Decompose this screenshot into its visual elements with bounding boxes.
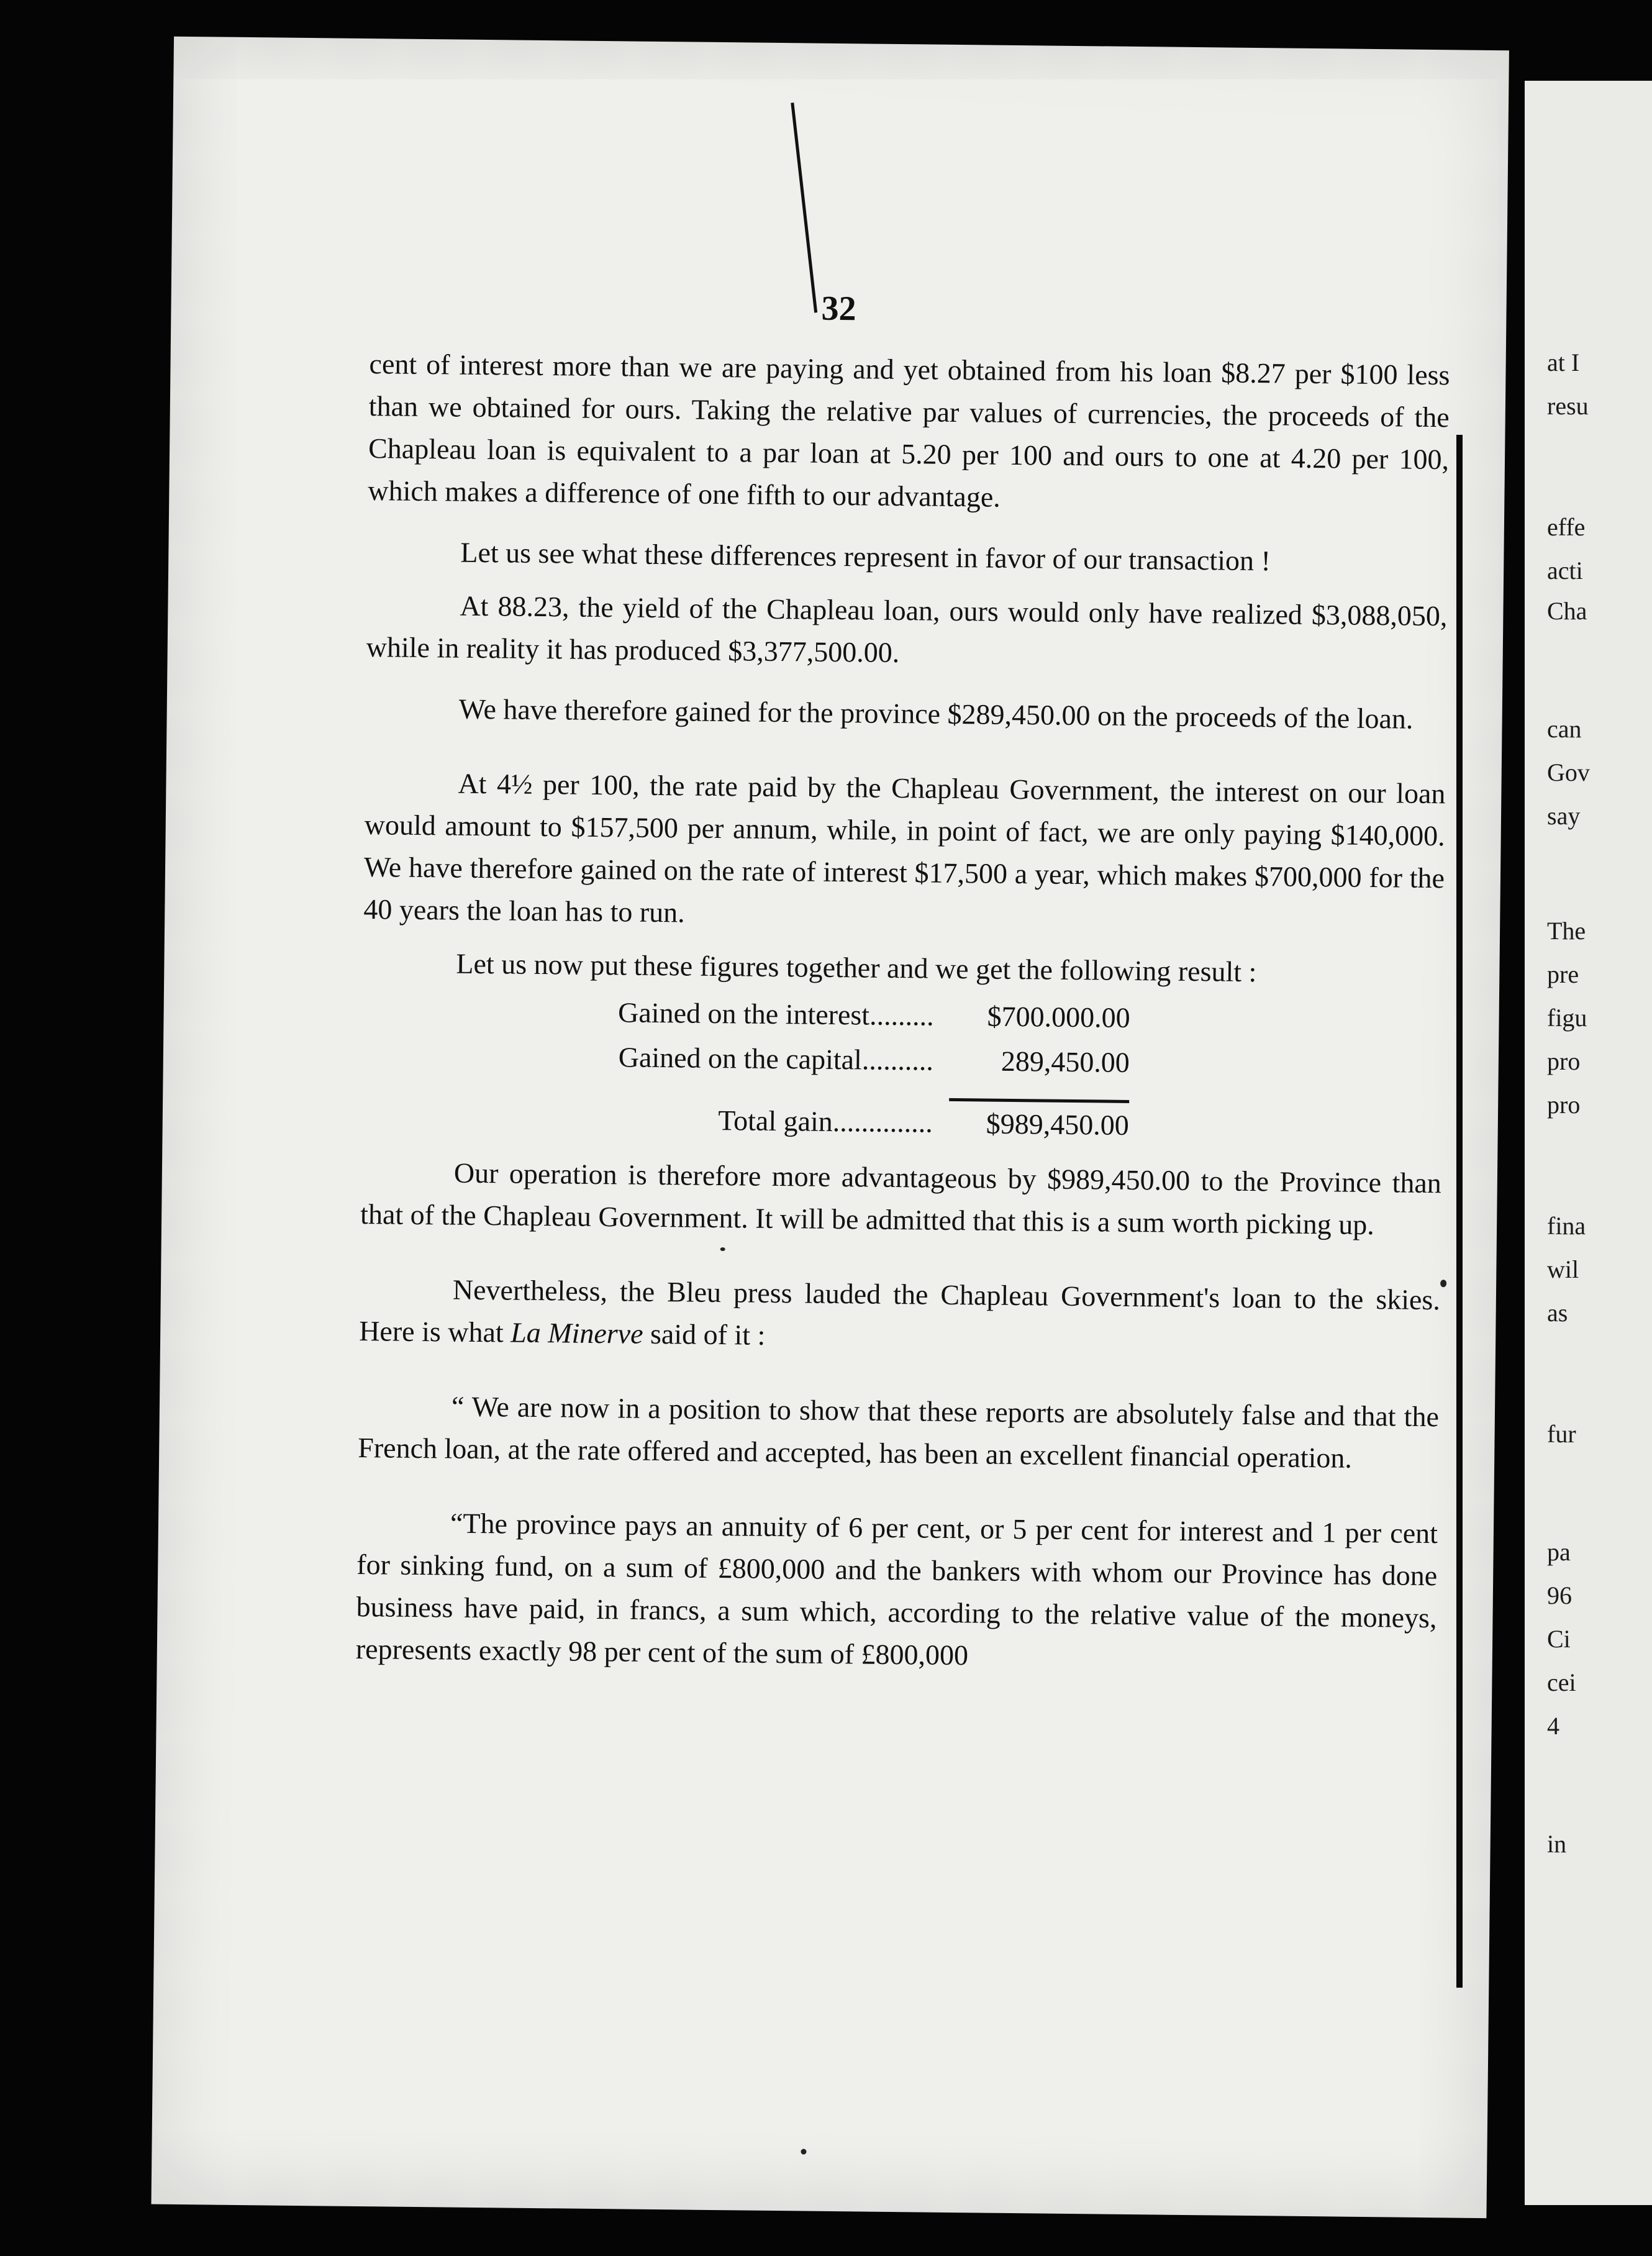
page-body <box>356 343 1450 1681</box>
gain-row-capital <box>362 1032 1130 1085</box>
paragraph-yield: At 88.23, the yield of the Chapleau loan, ours would only have realized $3,088,050, while in reality it has produced $3,377,500.00. <box>366 589 1448 669</box>
paragraph-differences-intro: Let us see what these differences represent in favor of our transaction ! <box>460 536 1271 577</box>
bleu-press-text-end: said of it : <box>643 1317 766 1351</box>
total-gain-label: Total gain.............. <box>718 1104 933 1139</box>
gain-summary-table <box>361 988 1130 1148</box>
adjacent-text: Ci <box>1547 1625 1571 1653</box>
adjacent-text: Cha <box>1547 597 1587 625</box>
adjacent-text: pro <box>1547 1091 1581 1119</box>
gain-interest-label: Gained on the interest......... <box>617 996 934 1032</box>
gain-capital-label: Gained on the capital.......... <box>618 1041 934 1076</box>
adjacent-text: effe <box>1547 513 1586 541</box>
adjacent-text: can <box>1547 715 1582 743</box>
total-gain-value: $989,450.00 <box>986 1108 1130 1141</box>
gain-capital-value: 289,450.00 <box>1001 1045 1130 1078</box>
quote-paragraph-2: “The province pays an annuity of 6 per cent, or 5 per cent for interest and 1 per cent for sinking fund, on a sum of £800,000 and the bankers with whom our Province has done business have paid, in francs, a sum which, according to the relative value of the moneys, represents exactly 98 per cent of the sum of £800,000 <box>355 1507 1438 1672</box>
adjacent-text: at I <box>1547 348 1580 376</box>
paragraph-bleu-press <box>359 1268 1440 1363</box>
adjacent-text: wil <box>1547 1255 1579 1283</box>
gain-row-interest <box>362 988 1130 1040</box>
adjacent-text: acti <box>1547 557 1583 584</box>
paragraph-loan-comparison: cent of interest more than we are paying and yet obtained from his loan $8.27 per $100 less than we obtained for ours. Taking the relative par values of currencies, the proceeds of the Chapleau loan is equivalent to a par loan at 5.20 per 100 and ours to one at 4.20 per 100, which makes a difference of one fifth to our advantage. <box>368 348 1450 513</box>
quote-paragraph-1: “ We are now in a position to show that these reports are absolutely false and that the French loan, at the rate offered and accepted, has been an excellent financial operation. <box>358 1390 1440 1474</box>
scan-scratch-mark <box>791 102 817 312</box>
page-number: 32 <box>821 289 856 329</box>
ink-speck <box>801 2149 806 2155</box>
adjacent-text: 96 <box>1547 1581 1572 1609</box>
gain-interest-value: $700.000.00 <box>987 1000 1130 1034</box>
adjacent-text: The <box>1547 917 1586 945</box>
bleu-press-text: Nevertheless, the Bleu press lauded the Chapleau Government's loan to the skies. Here is what <box>358 1273 1441 1349</box>
page-fold-shadow <box>1456 435 1463 1988</box>
newspaper-title: La Minerve <box>510 1316 643 1350</box>
adjacent-text: figu <box>1547 1004 1587 1032</box>
adjacent-text: pa <box>1547 1538 1571 1566</box>
adjacent-text: Gov <box>1547 758 1590 786</box>
adjacent-text: 4 <box>1547 1712 1559 1740</box>
sum-rule <box>949 1083 1129 1102</box>
gain-row-total <box>361 1094 1129 1148</box>
adjacent-text: pro <box>1547 1047 1581 1075</box>
adjacent-text: in <box>1547 1830 1567 1858</box>
paragraph-gain-proceeds: We have therefore gained for the province $289,450.00 on the proceeds of the loan. <box>458 693 1414 735</box>
adjacent-text: as <box>1547 1299 1568 1327</box>
adjacent-text: resu <box>1547 392 1589 420</box>
paragraph-interest-rate: At 4½ per 100, the rate paid by the Chapleau Government, the interest on our loan would amount to $157,500 per annum, while, in point of fact, we are only paying $140,000. We have therefore gained on the rate of interest $17,500 a year, which makes $700,000 for the 40 years the loan has to run. <box>363 767 1446 929</box>
adjacent-text: say <box>1547 802 1581 830</box>
adjacent-text: cei <box>1547 1668 1576 1696</box>
adjacent-page-fragment <box>1525 81 1652 2205</box>
adjacent-text: fina <box>1547 1212 1586 1240</box>
ink-speck <box>1440 1280 1446 1287</box>
adjacent-text: fur <box>1547 1420 1576 1448</box>
scanned-page <box>152 37 1509 2218</box>
ink-speck <box>720 1247 725 1251</box>
adjacent-text: pre <box>1547 960 1579 988</box>
paragraph-figures-together: Let us now put these figures together and we get the following result : <box>456 947 1257 988</box>
paragraph-operation-advantage: Our operation is therefore more advantageous by $989,450.00 to the Province than that of the Chapleau Government. It will be admitted that this is a sum worth picking up. <box>360 1157 1442 1241</box>
